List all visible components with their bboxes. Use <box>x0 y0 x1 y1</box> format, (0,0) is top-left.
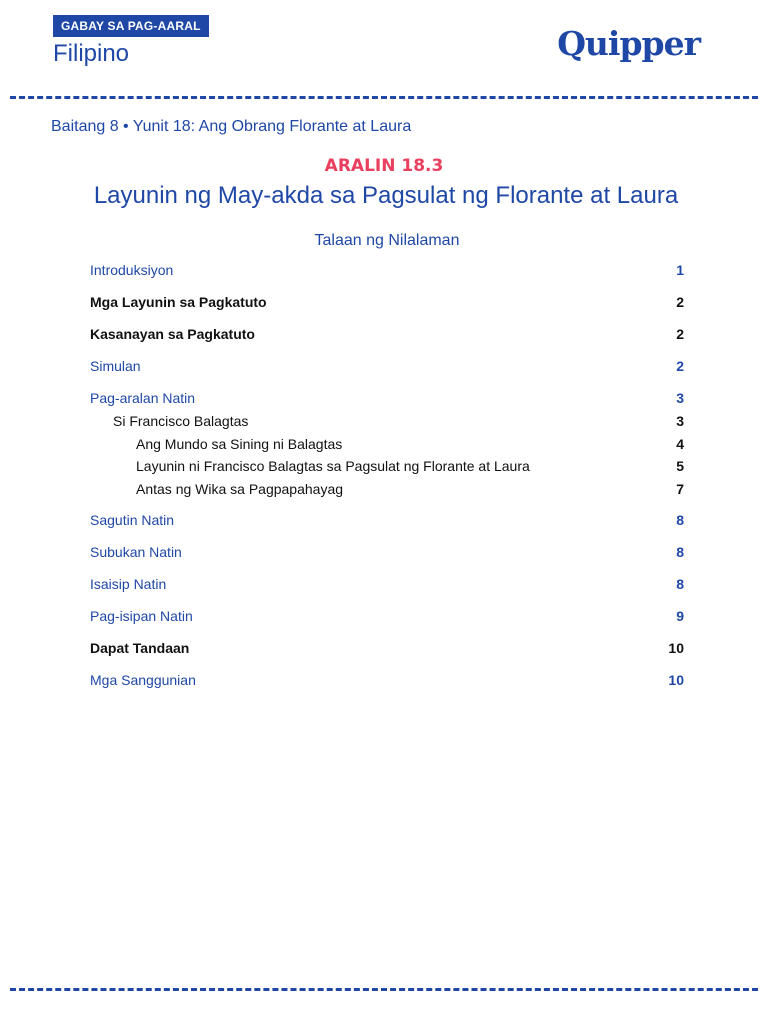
toc-item-label: Dapat Tandaan <box>90 640 190 656</box>
toc-item-introduksiyon[interactable] <box>90 260 684 280</box>
toc-item-label: Kasanayan sa Pagkatuto <box>90 326 255 342</box>
toc-item-page: 3 <box>676 413 684 429</box>
toc-item-page: 8 <box>676 544 684 560</box>
toc-item-label: Pag-aralan Natin <box>90 390 196 406</box>
toc-item-label: Introduksiyon <box>90 262 174 278</box>
bottom-dotted-divider <box>10 988 758 991</box>
toc-item-simulan[interactable] <box>90 356 684 376</box>
toc-item-page: 3 <box>676 390 684 406</box>
toc-item-kasanayan <box>90 324 684 344</box>
toc-item-page: 2 <box>676 326 684 342</box>
toc-item-label: Subukan Natin <box>90 544 182 560</box>
toc-heading: Talaan ng Nilalaman <box>314 232 460 249</box>
lesson-label: ARALIN 18.3 <box>324 156 444 176</box>
toc-subitem-antas-ng-wika <box>90 479 684 499</box>
toc-item-label: Isaisip Natin <box>90 576 167 592</box>
toc-item-label: Mga Layunin sa Pagkatuto <box>90 294 267 310</box>
toc-item-label: Si Francisco Balagtas <box>113 413 249 429</box>
toc-item-label: Mga Sanggunian <box>90 672 196 688</box>
breadcrumb: Baitang 8 • Yunit 18: Ang Obrang Florante at Laura <box>51 118 412 135</box>
toc-item-mga-layunin <box>90 292 684 312</box>
toc-item-page: 8 <box>676 576 684 592</box>
toc-item-page: 7 <box>676 481 684 497</box>
header-badge: GABAY SA PAG-AARAL <box>53 15 209 37</box>
toc-item-pag-aralan-natin[interactable] <box>90 388 684 408</box>
subject-title: Filipino <box>53 40 130 67</box>
lesson-title: Layunin ng May-akda sa Pagsulat ng Florante at Laura <box>93 182 679 209</box>
toc-item-label: Pag-isipan Natin <box>90 608 193 624</box>
toc-subitem-francisco-balagtas <box>90 411 684 431</box>
toc-item-page: 8 <box>676 512 684 528</box>
toc-item-page: 5 <box>676 458 684 474</box>
toc-item-page: 10 <box>668 640 684 656</box>
toc-item-label: Layunin ni Francisco Balagtas sa Pagsulat ng Florante at Laura <box>136 458 530 474</box>
toc-item-sagutin-natin[interactable] <box>90 510 684 530</box>
toc-item-page: 1 <box>676 262 684 278</box>
toc-subitem-layunin-ni-balagtas <box>90 456 684 476</box>
toc-subitem-mundo-sa-sining <box>90 434 684 454</box>
top-dotted-divider <box>10 96 758 99</box>
toc-item-pag-isipan-natin[interactable] <box>90 606 684 626</box>
toc-item-label: Simulan <box>90 358 141 374</box>
toc-item-page: 10 <box>668 672 684 688</box>
toc-item-page: 4 <box>676 436 684 452</box>
toc-item-dapat-tandaan <box>90 638 684 658</box>
toc-item-label: Sagutin Natin <box>90 512 175 528</box>
toc-item-label: Ang Mundo sa Sining ni Balagtas <box>136 436 343 452</box>
toc-item-page: 2 <box>676 358 684 374</box>
toc-item-label: Antas ng Wika sa Pagpapahayag <box>136 481 344 497</box>
brand-logo: Quipper <box>557 24 700 63</box>
toc-item-isaisip-natin[interactable] <box>90 574 684 594</box>
toc-item-page: 9 <box>676 608 684 624</box>
toc-item-subukan-natin[interactable] <box>90 542 684 562</box>
toc-item-mga-sanggunian[interactable] <box>90 670 684 690</box>
toc-item-page: 2 <box>676 294 684 310</box>
